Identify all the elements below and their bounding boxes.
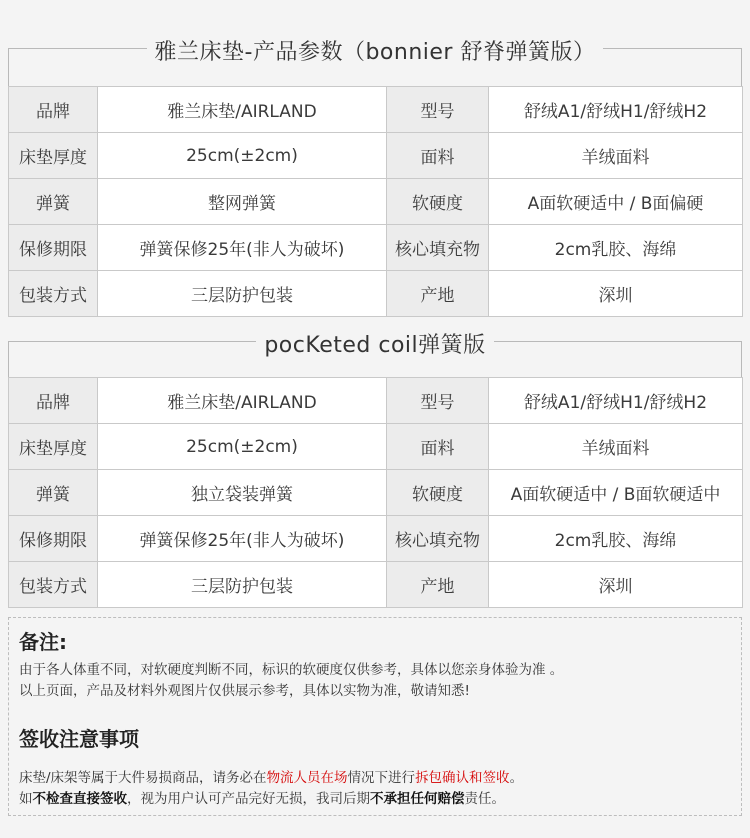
text-segment: 床垫/床架等属于大件易损商品，请务必在 xyxy=(19,770,267,786)
section-title: pocKeted coil弹簧版 xyxy=(256,333,493,358)
spec-label: 型号 xyxy=(387,87,489,133)
notes-box xyxy=(8,617,742,816)
spec-row xyxy=(9,470,743,516)
spec-label: 产地 xyxy=(387,271,489,317)
highlight-unpack-sign: 拆包确认和签收 xyxy=(415,770,510,786)
spec-value: 独立袋装弹簧 xyxy=(98,470,387,516)
spec-label: 软硬度 xyxy=(387,179,489,225)
spec-label: 核心填充物 xyxy=(387,516,489,562)
text-segment: 。 xyxy=(509,770,524,786)
spec-value: A面软硬适中 / B面偏硬 xyxy=(489,179,743,225)
spec-label: 包装方式 xyxy=(9,562,98,608)
notes-heading: 备注: xyxy=(19,630,67,654)
spec-value: 2cm乳胶、海绵 xyxy=(489,516,743,562)
spec-label: 型号 xyxy=(387,378,489,424)
spec-label: 弹簧 xyxy=(9,179,98,225)
spec-label: 包装方式 xyxy=(9,271,98,317)
receipt-line-1 xyxy=(19,766,523,786)
text-segment: ，视为用户认可产品完好无损，我司后期 xyxy=(127,791,370,807)
spec-value: 25cm(±2cm) xyxy=(98,133,387,179)
section-title: 雅兰床垫-产品参数（bonnier 舒脊弹簧版） xyxy=(147,40,604,65)
spec-value: 羊绒面料 xyxy=(489,133,743,179)
spec-row xyxy=(9,225,743,271)
spec-table-bonnier xyxy=(8,86,743,317)
spec-label: 弹簧 xyxy=(9,470,98,516)
spec-row xyxy=(9,562,743,608)
spec-row xyxy=(9,271,743,317)
spec-label: 软硬度 xyxy=(387,470,489,516)
spec-value: 弹簧保修25年(非人为破坏) xyxy=(98,225,387,271)
spec-value: 2cm乳胶、海绵 xyxy=(489,225,743,271)
spec-value: 三层防护包装 xyxy=(98,271,387,317)
spec-row xyxy=(9,133,743,179)
receipt-line-2 xyxy=(19,787,505,807)
spec-value: 雅兰床垫/AIRLAND xyxy=(98,87,387,133)
receipt-heading: 签收注意事项 xyxy=(19,727,139,751)
spec-label: 核心填充物 xyxy=(387,225,489,271)
spec-label: 保修期限 xyxy=(9,516,98,562)
text-segment: 责任。 xyxy=(464,791,505,807)
spec-label: 品牌 xyxy=(9,87,98,133)
spec-value: 舒绒A1/舒绒H1/舒绒H2 xyxy=(489,87,743,133)
spec-label: 面料 xyxy=(387,424,489,470)
spec-label: 床垫厚度 xyxy=(9,424,98,470)
spec-label: 产地 xyxy=(387,562,489,608)
spec-value: 雅兰床垫/AIRLAND xyxy=(98,378,387,424)
spec-value: A面软硬适中 / B面软硬适中 xyxy=(489,470,743,516)
spec-label: 品牌 xyxy=(9,378,98,424)
highlight-onsite: 物流人员在场 xyxy=(266,770,348,786)
spec-value: 舒绒A1/舒绒H1/舒绒H2 xyxy=(489,378,743,424)
spec-value: 弹簧保修25年(非人为破坏) xyxy=(98,516,387,562)
spec-row xyxy=(9,179,743,225)
spec-value: 深圳 xyxy=(489,562,743,608)
spec-value: 羊绒面料 xyxy=(489,424,743,470)
text-segment: 情况下进行 xyxy=(347,770,416,786)
emphasis-no-check: 不检查直接签收 xyxy=(32,791,127,807)
spec-value: 25cm(±2cm) xyxy=(98,424,387,470)
spec-row xyxy=(9,516,743,562)
emphasis-no-compensation: 不承担任何赔偿 xyxy=(370,791,465,807)
spec-value: 整网弹簧 xyxy=(98,179,387,225)
notes-line-1: 由于各人体重不同，对软硬度判断不同，标识的软硬度仅供参考，具体以您亲身体验为准 。 xyxy=(19,662,564,678)
notes-line-2: 以上页面，产品及材料外观图片仅供展示参考，具体以实物为准，敬请知悉! xyxy=(19,683,470,699)
spec-row xyxy=(9,378,743,424)
spec-value: 深圳 xyxy=(489,271,743,317)
spec-table-pocketed-coil xyxy=(8,377,743,608)
spec-label: 床垫厚度 xyxy=(9,133,98,179)
spec-row xyxy=(9,424,743,470)
spec-value: 三层防护包装 xyxy=(98,562,387,608)
spec-row xyxy=(9,87,743,133)
spec-label: 保修期限 xyxy=(9,225,98,271)
text-segment: 如 xyxy=(19,791,33,807)
spec-label: 面料 xyxy=(387,133,489,179)
